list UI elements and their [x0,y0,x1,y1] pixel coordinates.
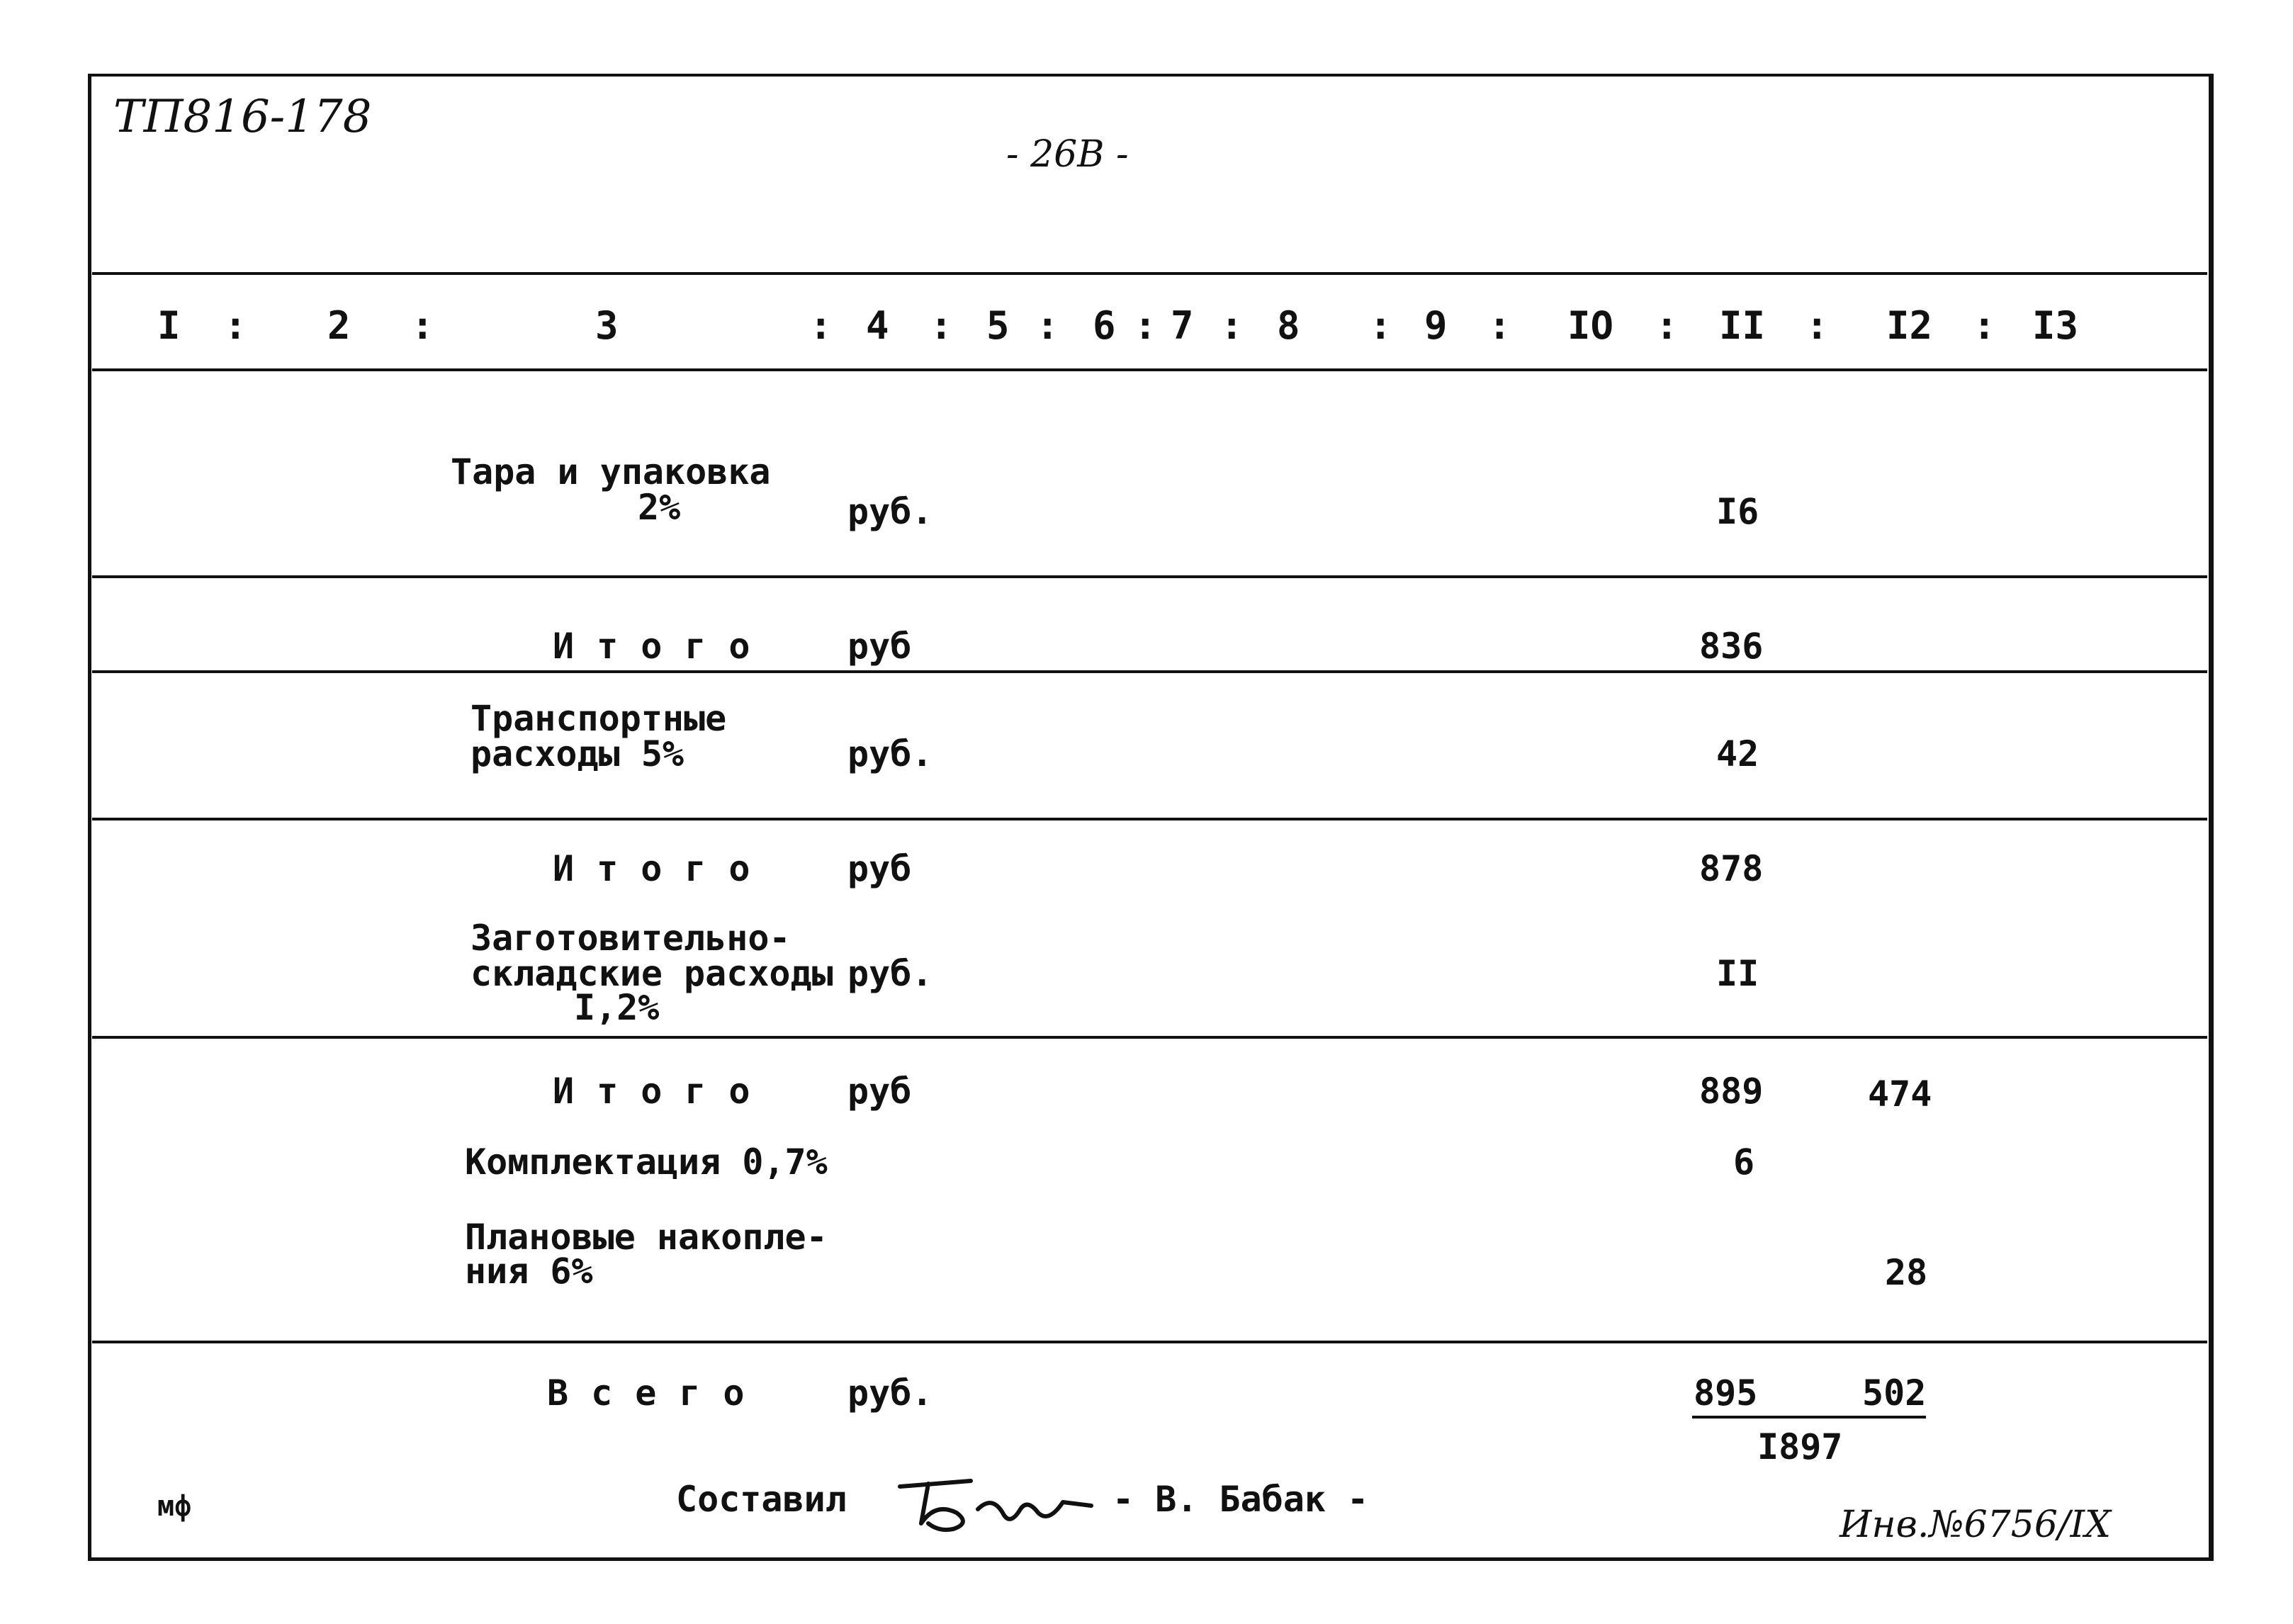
column-number: I2 [1886,303,1933,348]
vsego-total: I897 [1757,1426,1843,1467]
zagot-unit: руб. [847,953,933,994]
itogo-2-label: Итого [553,848,773,889]
komplektatsiya-label: Комплектация 0,7% [465,1141,828,1183]
column-number: 7 [1171,303,1194,348]
itogo-1-label: Итого [553,626,773,667]
column-separator: : [1134,303,1157,348]
rule-row-2 [92,670,2207,673]
itogo-2-unit: руб [847,848,912,889]
column-separator: : [1036,303,1059,348]
plan-label-line-2: ния 6% [465,1251,593,1292]
zagot-label-line-1: Заготовительно- [471,918,791,959]
signature-image [886,1474,1098,1538]
tara-value: I6 [1716,491,1759,532]
itogo-3-value-col11: 889 [1699,1071,1764,1112]
column-separator: : [1805,303,1829,348]
column-separator: : [1369,303,1392,348]
column-number: 4 [866,303,889,348]
rule-row-3 [92,818,2207,821]
rule-row-1 [92,575,2207,578]
column-separator: : [224,303,247,348]
column-separator: : [1655,303,1679,348]
column-number: I [157,303,181,348]
compiled-name: - В. Бабак - [1112,1479,1369,1520]
page-number: - 26В - [1006,133,1129,176]
vsego-underline [1692,1416,1926,1419]
tara-label: Тара и упаковка [451,451,771,492]
vsego-value-col11: 895 [1694,1372,1758,1414]
column-separator: : [1488,303,1511,348]
column-number: I3 [2032,303,2079,348]
column-number: 2 [327,303,351,348]
plan-label-line-1: Плановые накопле- [465,1217,828,1258]
rule-row-4 [92,1036,2207,1039]
itogo-3-value-col12: 474 [1868,1073,1932,1115]
column-number: 5 [986,303,1010,348]
transport-label-line-2: расходы 5% [471,733,684,774]
rule-header-bottom [92,272,2207,275]
column-separator: : [411,303,434,348]
itogo-1-unit: руб [847,626,912,667]
itogo-1-value: 836 [1699,626,1764,667]
column-separator: : [809,303,833,348]
doc-code: ТП816-178 [113,91,372,143]
zagot-label-line-2: складские расходы [471,953,833,994]
footer-left-mark: мф [157,1490,192,1523]
column-number: З [595,303,619,348]
itogo-3-unit: руб [847,1071,912,1112]
column-number: 6 [1093,303,1116,348]
zagot-value: II [1716,953,1759,994]
column-separator: : [1220,303,1244,348]
vsego-value-col12: 502 [1862,1372,1927,1414]
rule-row-5 [92,1341,2207,1343]
column-number: IO [1567,303,1614,348]
tara-percent: 2% [638,487,681,528]
column-number: 9 [1424,303,1448,348]
vsego-unit: руб. [847,1372,933,1414]
inventory-number: Инв.№6756/IX [1840,1504,2112,1546]
itogo-2-value: 878 [1699,848,1764,889]
transport-value: 42 [1716,733,1759,774]
vsego-label: Всего [547,1372,767,1414]
zagot-percent: I,2% [574,987,660,1028]
column-separator: : [1973,303,1996,348]
itogo-3-label: Итого [553,1071,773,1112]
transport-unit: руб. [847,733,933,774]
komplektatsiya-value: 6 [1733,1141,1755,1183]
column-separator: : [930,303,953,348]
tara-unit: руб. [847,491,933,532]
column-number: II [1719,303,1766,348]
transport-label-line-1: Транспортные [471,698,727,739]
compiled-label: Составил [676,1479,847,1520]
column-number: 8 [1277,303,1300,348]
rule-columns-bottom [92,368,2207,371]
plan-value: 28 [1885,1252,1928,1293]
